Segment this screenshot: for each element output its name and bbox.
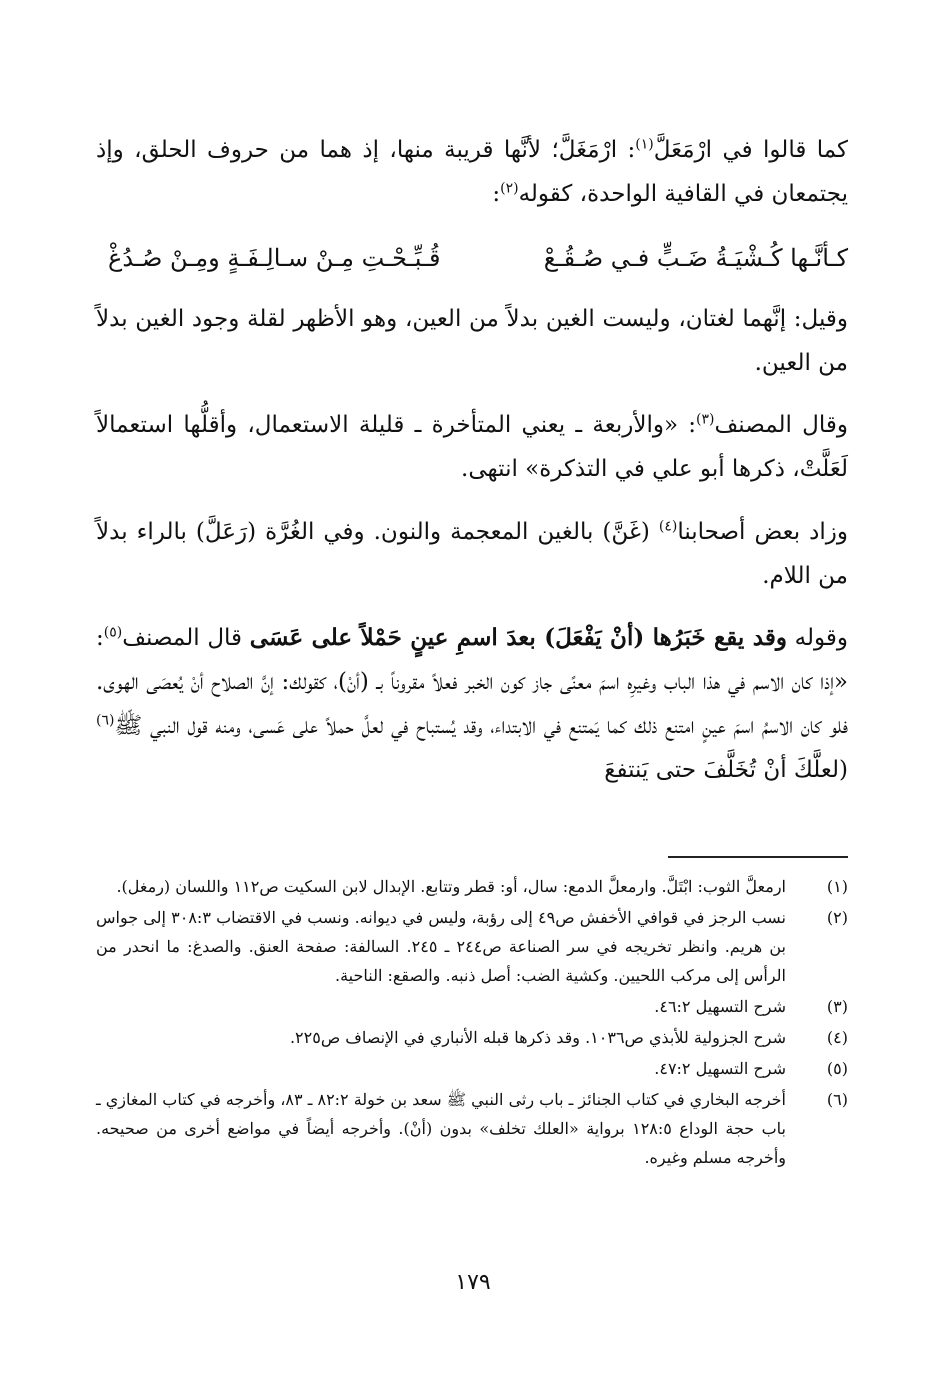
paragraph-2 — [96, 297, 848, 385]
paragraph-3-text-b: : «والأربعة ـ يعني المتأخرة ـ قليلة الاستعمال، وأقلُّها استعمالاً لَعَلَّتْ، ذكرها أبو علي في التذكرة» انتهى. — [96, 412, 848, 482]
paragraph-5 — [96, 616, 848, 792]
footnote-text: شرح التسهيل ٤٦:٢. — [654, 997, 786, 1016]
paragraph-5-text-a: وقوله — [786, 625, 848, 651]
poem-verse — [96, 236, 848, 280]
paragraph-1-text-a: كما قالوا في ارْمَعَلَّ — [653, 137, 848, 163]
footnote-item — [96, 1023, 848, 1052]
verse-first-hemistich: كـأنَّـها كُـشْيَـةُ ضَـبٍّ فـي صُـقُـعْ — [543, 244, 848, 272]
footnote-number: (٦) — [826, 1090, 848, 1109]
paragraph-4 — [96, 510, 848, 598]
paragraph-1-text-c: : — [492, 181, 501, 207]
paragraph-5-text-b: قال المصنف — [122, 625, 250, 651]
footnote-ref-4: (٤) — [658, 518, 678, 535]
footnote-item — [96, 992, 848, 1021]
footnote-ref-3: (٣) — [696, 411, 715, 428]
footnote-text: شرح التسهيل ٤٧:٢. — [654, 1059, 786, 1078]
footnote-number: (٥) — [826, 1059, 848, 1078]
footnote-text: أخرجه البخاري في كتاب الجنائز ـ باب رثى النبي ﷺ سعد بن خولة ٨٢:٢ ـ ٨٣، وأخرجه في كتاب المغازي ـ باب حجة الوداع ١٢٨:٥ برواية «العلك تخلف» بدون (أنْ). وأخرجه أيضاً في مواضع أخرى من صحيحه. وأخرجه مسلم وغيره. — [96, 1090, 786, 1167]
footnote-ref-5: (٥) — [103, 624, 123, 641]
footnote-separator — [668, 856, 848, 858]
footnote-text: ارمعلَّ الثوب: ابْتَلَّ. وارمعلَّ الدمع: سال، أو: قطر وتتابع. الإبدال لابن السكيت ص١١٢ واللسان (رمغل). — [116, 877, 786, 896]
paragraph-4-text-a: وزاد بعض أصحابنا — [677, 519, 848, 545]
footnote-item — [96, 1085, 848, 1172]
footnote-number: (٣) — [826, 997, 848, 1016]
footnote-item — [96, 1054, 848, 1083]
footnote-number: (١) — [826, 877, 848, 896]
footnotes-section — [96, 872, 848, 1174]
paragraph-1 — [96, 128, 848, 216]
paragraph-5-text-c: : «إذا كان الاسم في هذا الباب وغيرِه اسمَ معنًى جاز كون الخبر فعلاً مقروناً بـ (أنْ)، كقولك: إنَّ الصلاح أنْ يُعصَى الهوى. فلو كان الاسمُ اسمَ عينٍ امتنع ذلك كما يَمتنع في الابتداء، وقد يُستباح في لعلَّ حملاً على عَسى، ومنه قول النبي ﷺ — [96, 625, 848, 739]
paragraph-3-text-a: وقال المصنف — [714, 412, 848, 438]
footnote-number: (٢) — [826, 908, 848, 927]
paragraph-2-text: وقيل: إنَّهما لغتان، وليست الغين بدلاً من العين، وهو الأظهر لقلة وجود الغين بدلاً من العين. — [96, 306, 848, 376]
paragraph-1-text-b: : ارْمَغَلَّ؛ لأنَّها قريبة منها، إذ هما من حروف الحلق، وإذ يجتمعان في القافية الواحدة، كقوله — [96, 137, 848, 207]
footnote-item — [96, 872, 848, 901]
footnote-item — [96, 903, 848, 990]
verse-second-hemistich: قُـبِّـحْـتِ مِـنْ سـالِـفَـةٍ ومِـنْ صُـدُغْ — [108, 244, 441, 272]
footnote-ref-2: (٢) — [500, 180, 519, 197]
paragraph-3 — [96, 403, 848, 491]
footnote-text: شرح الجزولية للأبذي ص١٠٣٦. وقد ذكرها قبله الأنباري في الإنصاف ص٢٢٥. — [289, 1028, 786, 1047]
footnote-number: (٤) — [826, 1028, 848, 1047]
page-number: ١٧٩ — [455, 1270, 491, 1295]
paragraph-4-text-b: (غَنَّ) بالغين المعجمة والنون. وفي الغُرَّة (رَعَلَّ) بالراء بدلاً من اللام. — [96, 519, 848, 589]
footnote-ref-1: (١) — [635, 136, 654, 153]
footnote-ref-6: (٦) — [96, 712, 115, 729]
footnote-text: نسب الرجز في قوافي الأخفش ص٤٩ إلى رؤبة، وليس في ديوانه. ونسب في الاقتضاب ٣٠٨:٣ إلى جواس بن هريم. وانظر تخريجه في سر الصناعة ص٢٤٤ ـ ٢٤٥. السالفة: صفحة العنق. والصدغ: ما انحدر من الرأس إلى مركب اللحيين. وكشية الضب: أصل ذنبه. والصقع: الناحية. — [96, 908, 787, 985]
paragraph-5-quoted-matn: وقد يقع خَبَرُها (أنْ يَفْعَلَ) بعدَ اسمِ عينٍ حَمْلاً على عَسَى — [249, 624, 787, 651]
paragraph-5-text-d: (لعلَّكَ أنْ تُخَلَّفَ حتى يَنتفعَ — [604, 757, 848, 783]
